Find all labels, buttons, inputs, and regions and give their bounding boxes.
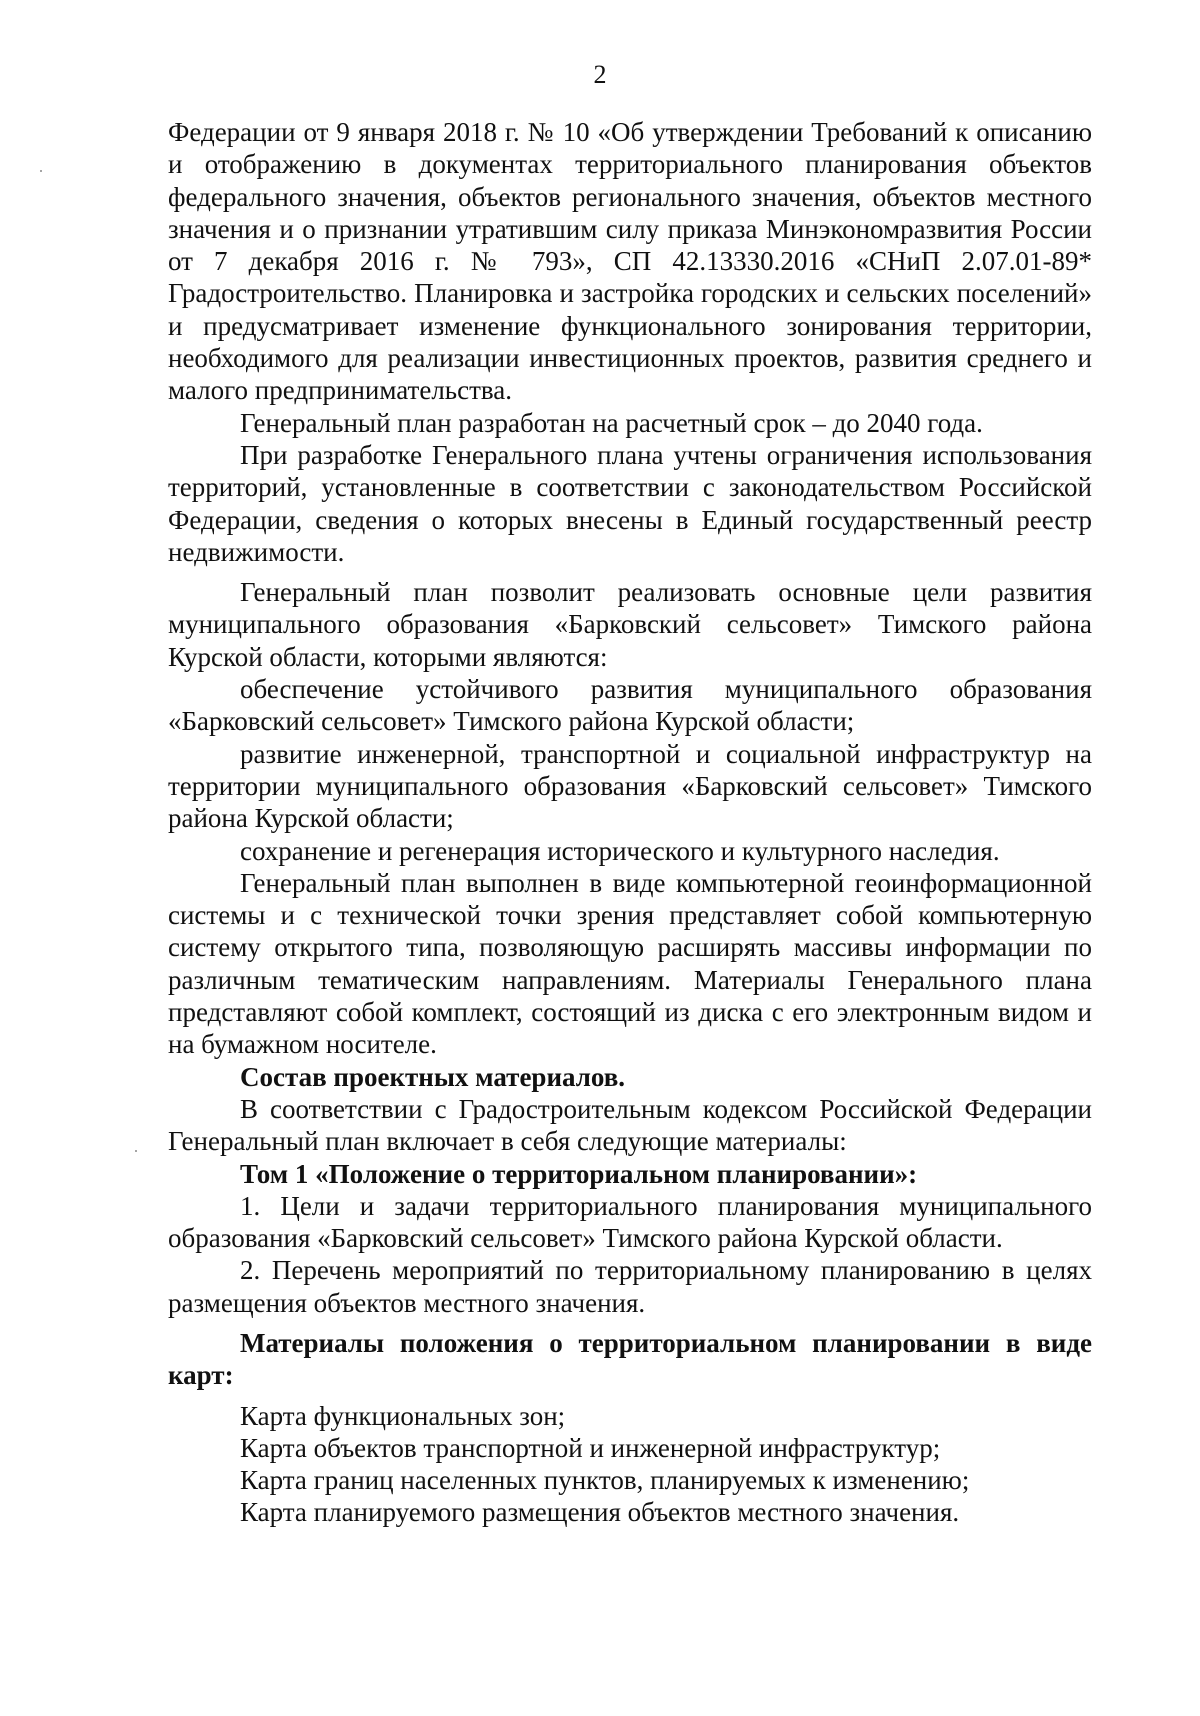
volume-item-goals: 1. Цели и задачи территориального планирования муниципального образования «Барковский сельсовет» Тимского района Курской области. — [168, 1190, 1092, 1254]
map-item-settlement-borders: Карта границ населенных пунктов, планируемых к изменению; — [240, 1465, 970, 1496]
goal-item-infrastructure: развитие инженерной, транспортной и социальной инфраструктур на территории муниципального образования «Барковский сельсовет» Тимского района Курской области; — [168, 738, 1092, 834]
map-item-functional-zones: Карта функциональных зон; — [240, 1400, 566, 1431]
paragraph-planning-horizon: Генеральный план разработан на расчетный срок – до 2040 года. — [240, 407, 983, 438]
page-number: 2 — [593, 60, 607, 89]
map-item-infrastructure: Карта объектов транспортной и инженерной инфраструктур; — [240, 1432, 941, 1463]
volume-heading: Том 1 «Положение о территориальном планировании»: — [240, 1158, 918, 1189]
paragraph-gis-description: Генеральный план выполнен в виде компьютерной геоинформационной системы и с технической точки зрения представляет собой компьютерную систему открытого типа, позволяющую расширять массивы информации по различным тематическим направлениям. Материалы Генерального плана представляют собой комплект, состоящий из диска с его электронным видом и на бумажном носителе. — [168, 867, 1092, 1060]
paragraph-regulations-reference: Федерации от 9 января 2018 г. № 10 «Об утверждении Требований к описанию и отображению в документах территориального планирования объектов федерального значения, объектов регионального значения, объектов местного значения и о признании утратившим силу приказа Минэкономразвития России от 7 декабря 2016 г. № 793», СП 42.13330.2016 «СНиП 2.07.01-89* Градостроительство. Планировка и застройка городских и сельских поселений» и предусматривает изменение функционального зонирования территории, необходимого для реализации инвестиционных проектов, развития среднего и малого предпринимательства. — [168, 117, 1092, 406]
paragraph-goals-intro: Генеральный план позволит реализовать основные цели развития муниципального образования «Барковский сельсовет» Тимского района Курской области, которыми являются: — [168, 577, 1092, 672]
scan-speck — [135, 1150, 137, 1152]
document-body — [168, 116, 1092, 1529]
paragraph-materials-intro: В соответствии с Градостроительным кодексом Российской Федерации Генеральный план включает в себя следующие материалы: — [168, 1093, 1092, 1157]
maps-heading: Материалы положения о территориальном планировании в виде карт: — [168, 1327, 1092, 1391]
scan-speck — [40, 170, 42, 172]
map-item-local-objects: Карта планируемого размещения объектов местного значения. — [240, 1497, 960, 1528]
paragraph-restrictions: При разработке Генерального плана учтены ограничения использования территорий, установленные в соответствии с законодательством Российской Федерации, сведения о которых внесены в Единый государственный реестр недвижимости. — [168, 439, 1092, 567]
volume-item-measures: 2. Перечень мероприятий по территориальному планированию в целях размещения объектов местного значения. — [168, 1255, 1092, 1318]
goal-item-sustainable-development: обеспечение устойчивого развития муниципального образования «Барковский сельсовет» Тимского района Курской области; — [168, 674, 1092, 737]
goal-item-heritage: сохранение и регенерация исторического и культурного наследия. — [240, 835, 1000, 866]
section-heading-materials: Состав проектных материалов. — [240, 1061, 626, 1092]
